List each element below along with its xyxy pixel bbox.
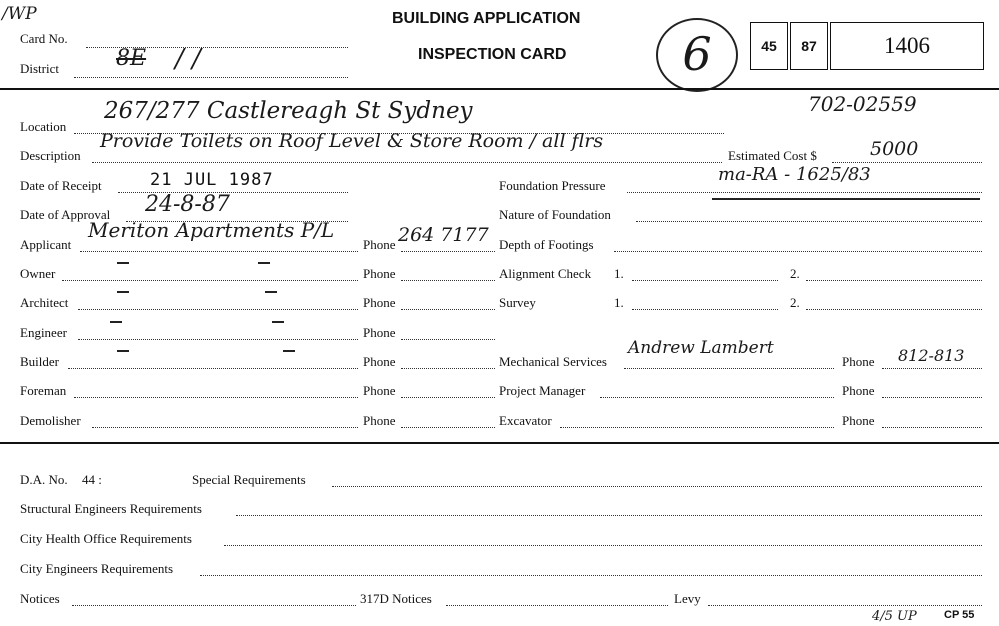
da-no-label: D.A. No. (20, 472, 68, 487)
notices-line (72, 605, 356, 606)
alignment-line-1 (632, 280, 778, 281)
applicant-label: Applicant (20, 237, 72, 252)
description-label: Description (20, 148, 81, 163)
city-engineers-requirements-label: City Engineers Requirements (20, 561, 174, 576)
alignment-num-1: 1. (614, 266, 624, 281)
structural-requirements-line (236, 515, 982, 516)
health-requirements-label: City Health Office Requirements (20, 531, 192, 546)
mechanical-phone-label: Phone (842, 354, 875, 369)
owner-phone-line (401, 280, 495, 281)
demolisher-phone-line (401, 427, 495, 428)
levy-line (708, 605, 982, 606)
circled-number: 6 (656, 18, 738, 92)
title-line-1: BUILDING APPLICATION (392, 10, 581, 27)
box-45: 45 (750, 22, 788, 70)
survey-line-1 (632, 309, 778, 310)
architect-label: Architect (20, 295, 69, 310)
project-manager-label: Project Manager (499, 383, 586, 398)
foundation-pressure-label: Foundation Pressure (499, 178, 606, 193)
receipt-label: Date of Receipt (20, 178, 102, 193)
approval-value: 24-8-87 (145, 192, 230, 217)
applicant-phone-label: Phone (363, 237, 396, 252)
foreman-label: Foreman (20, 383, 67, 398)
foreman-phone-label: Phone (363, 383, 396, 398)
engineer-line (78, 339, 358, 340)
estimated-cost-label: Estimated Cost $ (728, 148, 817, 163)
top-note: /WP (2, 4, 37, 24)
mechanical-phone-line (882, 368, 982, 369)
mechanical-services-label: Mechanical Services (499, 354, 607, 369)
mechanical-services-line (624, 368, 834, 369)
engineer-phone-label: Phone (363, 325, 396, 340)
box-87: 87 (790, 22, 828, 70)
district-scribble: / / (175, 44, 201, 74)
da-no-value: 44 : (82, 472, 102, 487)
approval-label: Date of Approval (20, 207, 111, 222)
structural-requirements-label: Structural Engineers Requirements (20, 501, 202, 516)
owner-dash-2 (258, 262, 270, 264)
excavator-phone-label: Phone (842, 413, 875, 428)
estimated-cost-line (832, 162, 982, 163)
nature-foundation-label: Nature of Foundation (499, 207, 611, 222)
alignment-line-2 (806, 280, 982, 281)
card-no-label: Card No. (20, 31, 68, 46)
alignment-check-label: Alignment Check (499, 266, 592, 281)
architect-dash (117, 291, 129, 293)
box-1406: 1406 (830, 22, 984, 70)
applicant-phone-value: 264 7177 (398, 224, 489, 246)
top-rule (0, 88, 999, 90)
applicant-line (80, 251, 358, 252)
engineer-label: Engineer (20, 325, 67, 340)
survey-label: Survey (499, 295, 536, 310)
applicant-phone-line (401, 251, 495, 252)
foundation-pressure-value: ma-RA - 1625/83 (718, 164, 871, 185)
survey-line-2 (806, 309, 982, 310)
owner-phone-label: Phone (363, 266, 396, 281)
foreman-phone-line (401, 397, 495, 398)
builder-dash-2 (283, 350, 295, 352)
excavator-line (560, 427, 834, 428)
survey-num-2: 2. (790, 295, 800, 310)
file-reference: 702-02559 (808, 92, 917, 116)
receipt-stamp: 21 JUL 1987 (150, 170, 274, 190)
estimated-cost-value: 5000 (870, 138, 919, 160)
builder-phone-line (401, 368, 495, 369)
engineer-dash (110, 321, 122, 323)
owner-dash (117, 262, 129, 264)
levy-label: Levy (674, 591, 701, 606)
district-label: District (20, 61, 59, 76)
depth-footings-label: Depth of Footings (499, 237, 594, 252)
alignment-num-2: 2. (790, 266, 800, 281)
architect-phone-label: Phone (363, 295, 396, 310)
special-requirements-label: Special Requirements (192, 472, 306, 487)
foundation-pressure-line (627, 192, 982, 193)
notices-317d-label: 317D Notices (360, 591, 432, 606)
description-value: Provide Toilets on Roof Level & Store Room / all flrs (100, 130, 604, 152)
title-line-2: INSPECTION CARD (418, 46, 567, 63)
engineer-phone-line (401, 339, 495, 340)
health-requirements-line (224, 545, 982, 546)
location-value: 267/277 Castlereagh St Sydney (104, 98, 473, 124)
demolisher-phone-label: Phone (363, 413, 396, 428)
pm-phone-label: Phone (842, 383, 875, 398)
underline-mark (712, 198, 980, 200)
middle-rule (0, 442, 999, 444)
location-label: Location (20, 119, 67, 134)
architect-line (78, 309, 358, 310)
description-line (92, 162, 722, 163)
owner-label: Owner (20, 266, 56, 281)
city-engineers-requirements-line (200, 575, 982, 576)
notices-label: Notices (20, 591, 60, 606)
builder-dash (117, 350, 129, 352)
engineer-dash-2 (272, 321, 284, 323)
footer-handwritten: 4/5 UP (872, 609, 917, 624)
applicant-value: Meriton Apartments P/L (88, 218, 335, 242)
special-requirements-line (332, 486, 982, 487)
depth-footings-line (614, 251, 982, 252)
builder-label: Builder (20, 354, 59, 369)
architect-dash-2 (265, 291, 277, 293)
district-line (74, 77, 348, 78)
builder-line (68, 368, 358, 369)
survey-num-1: 1. (614, 295, 624, 310)
nature-foundation-line (636, 221, 982, 222)
excavator-label: Excavator (499, 413, 552, 428)
district-value: 8E (116, 46, 147, 71)
owner-line (62, 280, 358, 281)
pm-phone-line (882, 397, 982, 398)
demolisher-label: Demolisher (20, 413, 81, 428)
form-code: CP 55 (944, 609, 975, 621)
foreman-line (74, 397, 358, 398)
builder-phone-label: Phone (363, 354, 396, 369)
project-manager-line (600, 397, 834, 398)
mechanical-services-value: Andrew Lambert (628, 338, 774, 358)
demolisher-line (92, 427, 358, 428)
excavator-phone-line (882, 427, 982, 428)
mechanical-phone-value: 812-813 (898, 346, 965, 365)
notices-317d-line (446, 605, 668, 606)
architect-phone-line (401, 309, 495, 310)
